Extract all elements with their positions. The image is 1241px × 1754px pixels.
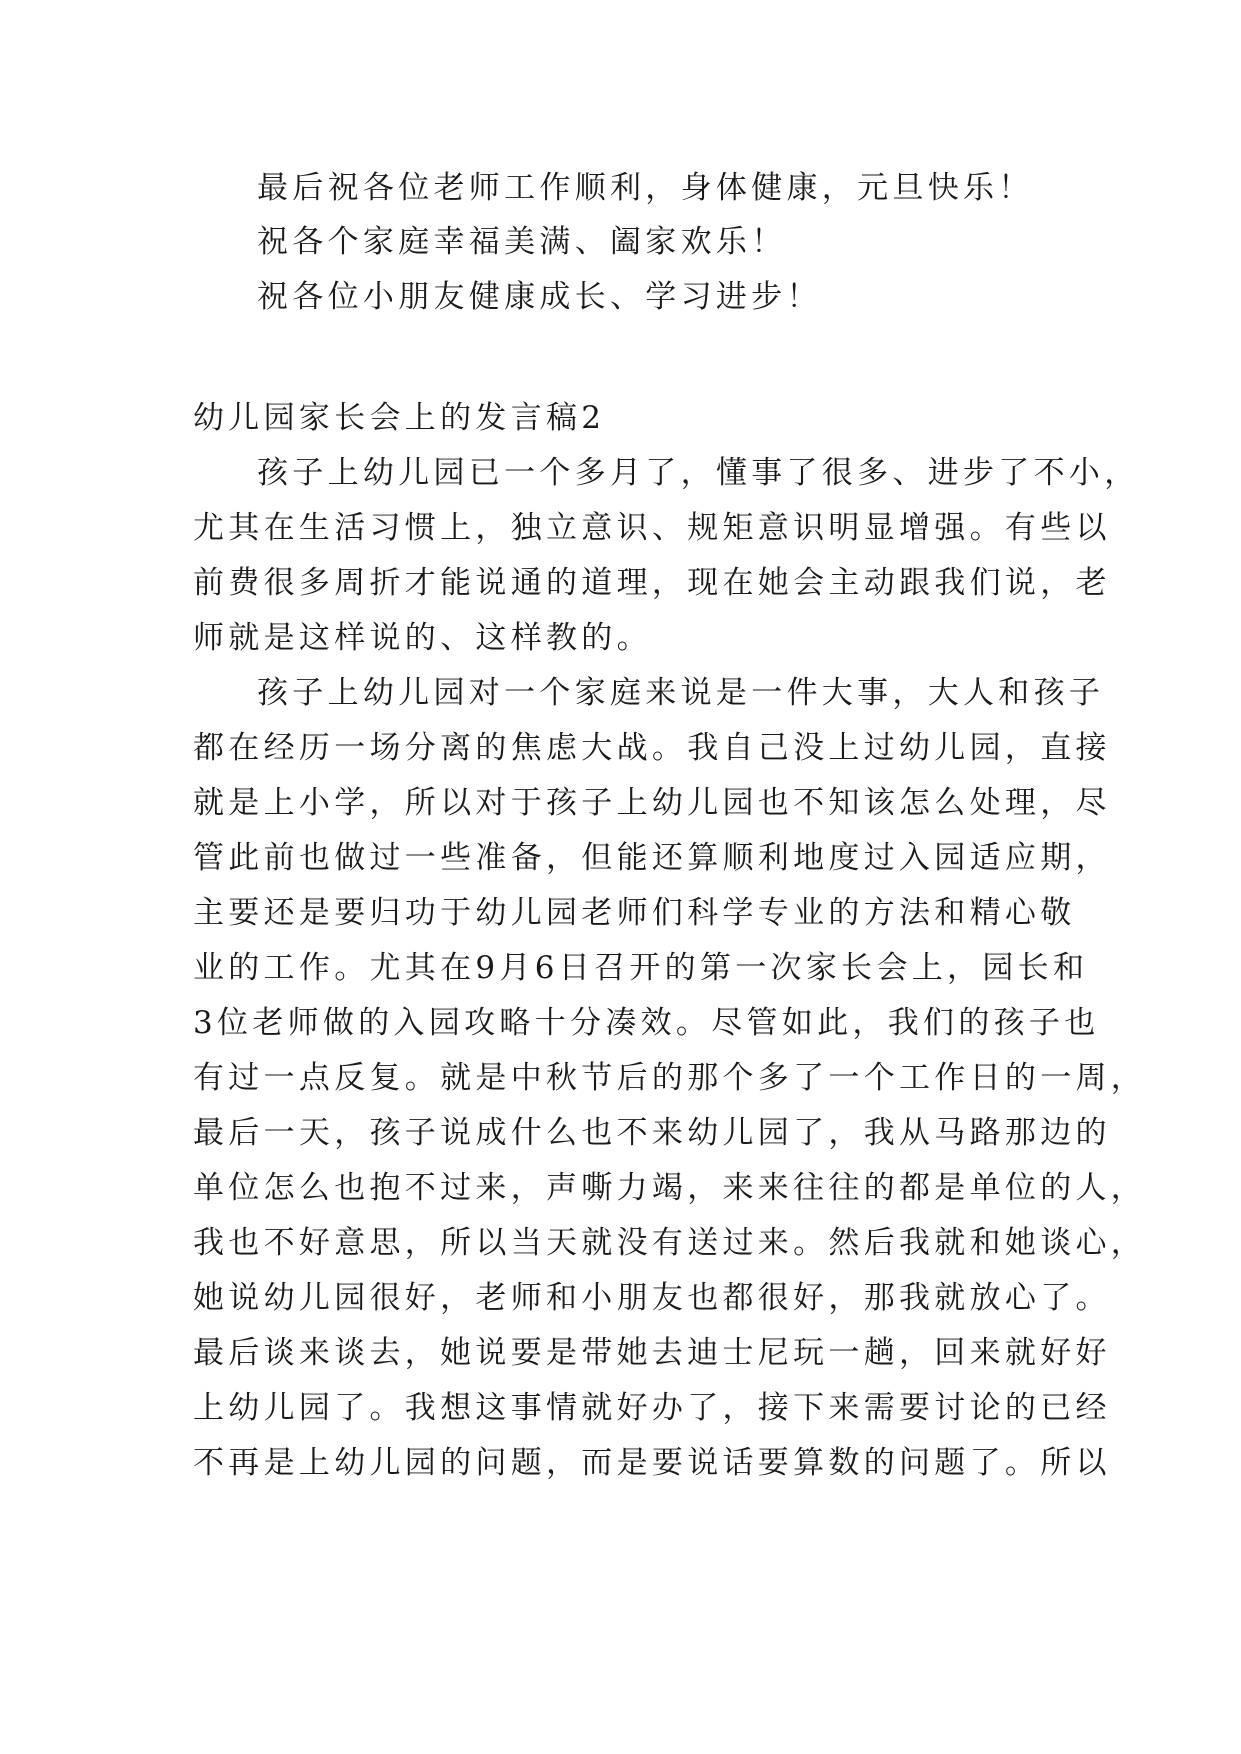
paragraph-2-line-6: 业的工作。尤其在9月6日召开的第一次家长会上，园长和 [193, 950, 1089, 986]
blessing-line-1: 最后祝各位老师工作顺利，身体健康，元旦快乐！ [257, 170, 1034, 206]
paragraph-2-line-11: 我也不好意思，所以当天就没有送过来。然后我就和她谈心， [193, 1225, 1147, 1261]
paragraph-2-line-5: 主要还是要归功于幼儿园老师们科学专业的方法和精心敬 [193, 895, 1076, 931]
paragraph-2-line-13: 最后谈来谈去，她说要是带她去迪士尼玩一趟，回来就好好 [193, 1335, 1111, 1371]
paragraph-1-line-1: 孩子上幼儿园已一个多月了，懂事了很多、进步了不小， [257, 455, 1140, 491]
paragraph-2-line-4: 管此前也做过一些准备，但能还算顺利地度过入园适应期， [193, 840, 1111, 876]
paragraph-2-line-9: 最后一天，孩子说成什么也不来幼儿园了，我从马路那边的 [193, 1115, 1111, 1151]
paragraph-2-line-14: 上幼儿园了。我想这事情就好办了，接下来需要讨论的已经 [193, 1390, 1111, 1426]
article-title: 幼儿园家长会上的发言稿2 [193, 400, 606, 436]
paragraph-1-line-2: 尤其在生活习惯上，独立意识、规矩意识明显增强。有些以 [193, 510, 1111, 546]
blessing-line-3: 祝各位小朋友健康成长、学习进步！ [257, 279, 822, 315]
paragraph-1-line-3: 前费很多周折才能说通的道理，现在她会主动跟我们说，老 [193, 565, 1111, 601]
paragraph-2-line-15: 不再是上幼儿园的问题，而是要说话要算数的问题了。所以 [193, 1445, 1111, 1481]
paragraph-2-line-7: 3位老师做的入园攻略十分凑效。尽管如此，我们的孩子也 [193, 1005, 1100, 1041]
paragraph-2-line-10: 单位怎么也抱不过来，声嘶力竭，来来往往的都是单位的人， [193, 1170, 1147, 1206]
paragraph-2-line-1: 孩子上幼儿园对一个家庭来说是一件大事，大人和孩子 [257, 675, 1105, 711]
paragraph-2-line-3: 就是上小学，所以对于孩子上幼儿园也不知该怎么处理，尽 [193, 785, 1111, 821]
paragraph-2-line-8: 有过一点反复。就是中秋节后的那个多了一个工作日的一周， [193, 1060, 1147, 1096]
paragraph-2-line-2: 都在经历一场分离的焦虑大战。我自己没上过幼儿园，直接 [193, 730, 1111, 766]
paragraph-1-line-4: 师就是这样说的、这样教的。 [193, 620, 652, 656]
paragraph-2-line-12: 她说幼儿园很好，老师和小朋友也都很好，那我就放心了。 [193, 1280, 1111, 1316]
blessing-line-2: 祝各个家庭幸福美满、阖家欢乐！ [257, 224, 787, 260]
